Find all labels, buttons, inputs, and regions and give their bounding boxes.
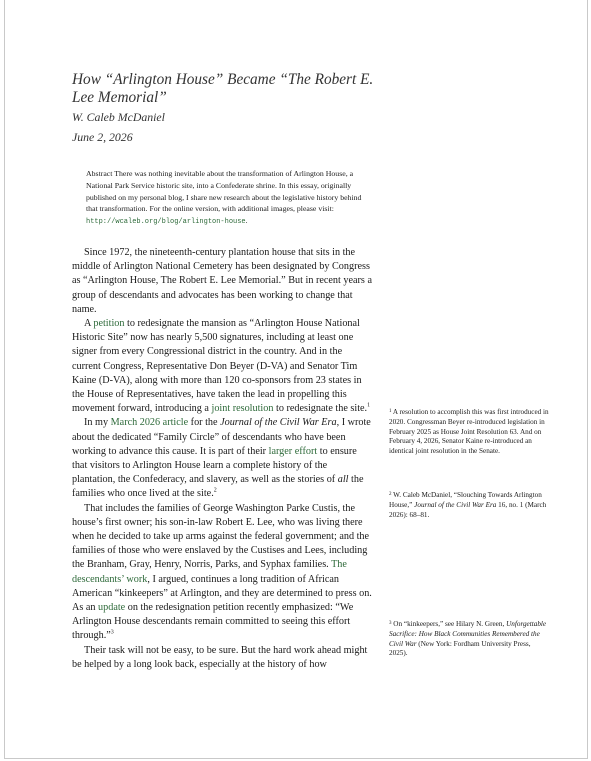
abstract-url[interactable]: http://wcaleb.org/blog/arlington-house: [86, 218, 246, 227]
footnote-number: 3: [389, 621, 392, 626]
joint-resolution-link[interactable]: joint resolution: [211, 403, 274, 415]
paragraph-1: Since 1972, the nineteenth-century plantation house that sits in the middle of Arlington National Cemetery has been designated by Congress as “Arlington House, The Robert E. Lee Memorial.” But in recent years a group of descendants and advocates has been working to change that name.: [72, 247, 372, 315]
footnote-text: On “kinkeepers,” see Hilary N. Green,: [393, 620, 507, 628]
footnote-text: W. Caleb McDaniel, “Slouching Towards Arlington House,”: [389, 491, 542, 509]
author: W. Caleb McDaniel: [72, 110, 165, 124]
p4-text-b: , I argued, continues a long tradition of African American “kinkeepers” at Arlington, and they are determined to press on. As an: [72, 573, 372, 614]
paragraph-5: Their task will not be easy, to be sure. But the hard work ahead might be helped by a long look back, especially at the history of how: [72, 644, 368, 670]
p3-text-b: for the: [188, 417, 221, 429]
footnote-2: [389, 490, 549, 520]
p3-text-d: to ensure that visitors to Arlington House learn a complete history of the plantation, the Confederacy, and slavery, as well as the stories of: [72, 445, 357, 486]
petition-link[interactable]: petition: [93, 318, 125, 330]
abstract-text: There was nothing inevitable about the transformation of Arlington House, a National Park Service historic site, into a Confederate shrine. In this essay, originally published on my personal blog, I share new research about the legislative history behind that transformation. For the online version, with additional images, please visit: [86, 169, 362, 214]
descendants-work-link[interactable]: The descendants’ work: [72, 559, 347, 585]
footnote-number: 2: [389, 492, 392, 497]
footnote-text: 16, no. 1 (March 2026): 68–81.: [389, 500, 547, 519]
footnote-ref-1[interactable]: 1: [367, 402, 371, 409]
p3-text-a: In my: [84, 417, 111, 429]
footnote-journal: Journal of the Civil War Era: [414, 500, 497, 509]
date: June 2, 2026: [72, 130, 133, 144]
footnote-3: [389, 619, 549, 659]
abstract-end: .: [245, 216, 248, 226]
paragraph-3: [72, 416, 372, 501]
footnote-number: 1: [389, 409, 392, 414]
abstract-label: Abstract: [86, 169, 113, 178]
update-link[interactable]: update: [98, 602, 126, 614]
paragraph-4: [72, 502, 372, 644]
larger-effort-link[interactable]: larger effort: [268, 445, 318, 457]
p3-text-e: the families who once lived at the site.: [72, 474, 364, 500]
p3-text-c: , I wrote about the dedicated “Family Circle” of descendants who have been working to advance this cause. It is part of their: [72, 417, 371, 457]
p2-text-a: A: [84, 318, 94, 330]
footnote-text: (New York: Fordham University Press, 2025).: [389, 639, 531, 658]
p2-text-c: to redesignate the site.: [273, 403, 368, 415]
emphasis-all: all: [337, 474, 349, 486]
body-text: [72, 246, 372, 672]
p4-text-a: That includes the families of George Washington Parke Custis, the house’s first owner; his son-in-law Robert E. Lee, who was living there when he decided to take up arms against the federal government; and the families of those who were enslaved by the Custises and Lees, including the Branham, Gray, Henry, Norris, Parks, and Syphax families.: [72, 502, 370, 571]
p4-text-c: on the redesignation petition recently emphasized: “We Arlington House descendants remain committed to seeing this effort through.”: [72, 602, 354, 642]
paper-title: How “Arlington House” Became “The Robert E. Lee Memorial”: [72, 71, 374, 106]
abstract: Abstract There was nothing inevitable about the transformation of Arlington House, a National Park Service historic site, into a Confederate shrine. In this essay, originally published on my personal blog, I share new research about the legislative history behind that transformation. For the online version, with additional images, please visit: http://wcaleb.org/blog/arlington-house.: [86, 169, 362, 227]
paragraph-2: [72, 317, 372, 416]
journal-title: Journal of the Civil War Era: [220, 417, 337, 429]
footnote-ref-2[interactable]: 2: [213, 488, 217, 495]
footnote-ref-3[interactable]: 3: [110, 630, 114, 637]
p2-text-b: to redesignate the mansion as “Arlington House National Historic Site” now has nearly 5,500 signatures, including at least one signer from every Congressional district in the country. And in the current Congress, Representative Don Beyer (D-VA) and Senator Tim Kaine (D-VA), along with more than 120 co-sponsors from 23 states in the House of Representatives, have taken the lead in propelling this movement forward, introducing a: [72, 318, 362, 415]
footnote-text: A resolution to accomplish this was first introduced in 2020. Congressman Beyer re-introduced legislation in February 2025 as House Joint Resolution 63. And on February 4, 2026, Senator Kaine re-introduced an identical joint resolution in the Senate.: [389, 408, 549, 456]
footnote-book: Unforgettable Sacrifice: How Black Communities Remembered the Civil War: [389, 620, 547, 648]
footnote-1: [389, 407, 549, 457]
article-link[interactable]: March 2026 article: [110, 417, 189, 429]
